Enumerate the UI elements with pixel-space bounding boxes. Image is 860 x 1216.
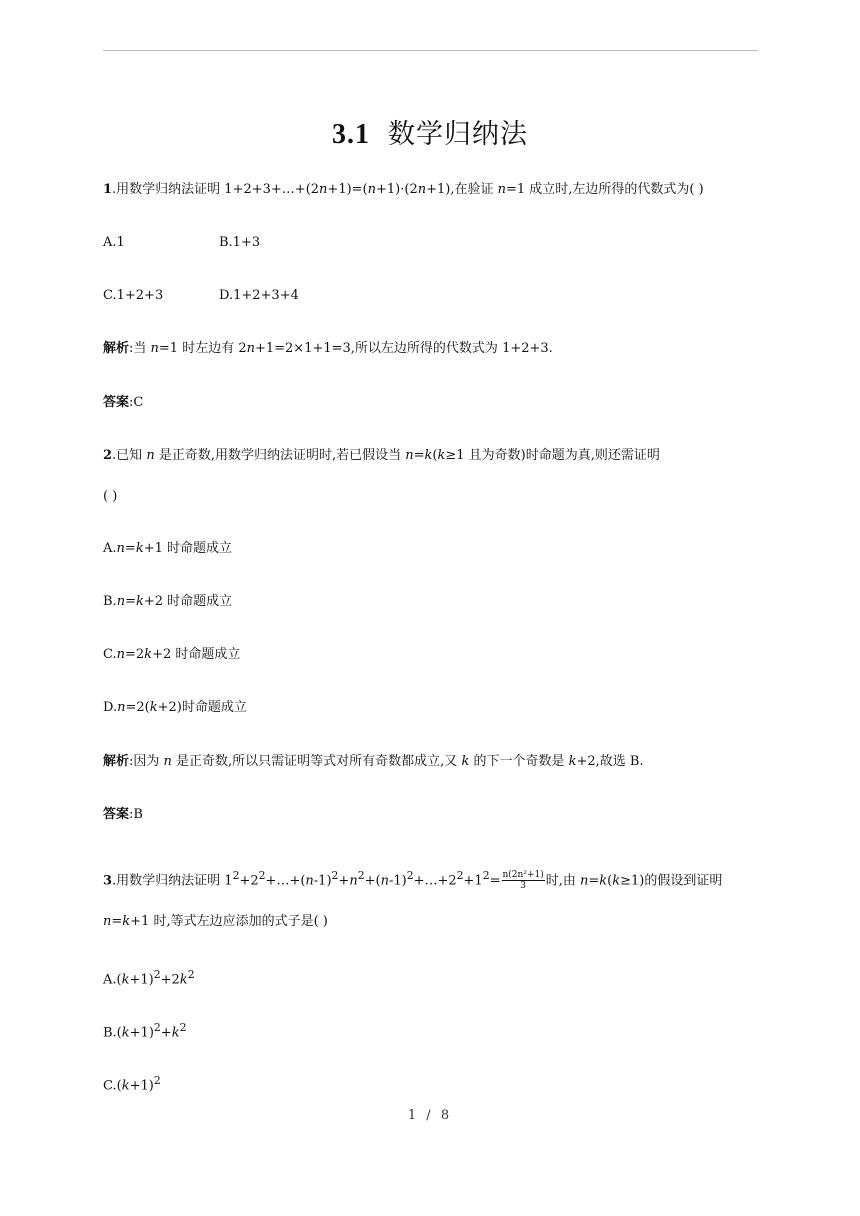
- q3-stem: 3.用数学归纳法证明 $1^2+2^2+\dots+(n-1)^2+n^2+(n-1)^2+\dots+2^2+1^2=$ $\frac{\text{n(2n²+1)}}{3}$ 时,由 n=k(k≥1)的假设到证明: [103, 869, 723, 892]
- q3-option-a: $A.(k+1)^2+2k^2$: [103, 968, 195, 988]
- header-rule: [103, 50, 758, 51]
- q3-option-b: $B.(k+1)^2+k^2$: [103, 1021, 187, 1041]
- q2-answer: 答案:B: [103, 807, 143, 822]
- q1-answer: 答案:C: [103, 395, 144, 410]
- section-number: 3.1: [332, 119, 370, 150]
- q1-stem: 1.用数学归纳法证明 1+2+3+…+(2n+1)=(n+1)·(2n+1),在验证 n=1 成立时,左边所得的代数式为( ): [103, 182, 704, 197]
- q2-explanation: 解析:因为 n 是正奇数,所以只需证明等式对所有奇数都成立,又 k 的下一个奇数是 k+2,故选 B.: [103, 754, 644, 769]
- q3-fraction: $\frac{\text{n(2n²+1)}}{3}$: [502, 870, 544, 892]
- q2-paren: ( ): [103, 489, 118, 504]
- q3-stem-line2: n=k+1 时,等式左边应添加的式子是( ): [103, 914, 328, 929]
- section-title: 数学归纳法: [388, 119, 528, 150]
- q2-option-c: C.n=2k+2 时命题成立: [103, 647, 241, 662]
- q1-option-d: D.1+2+3+4: [219, 288, 299, 303]
- q2-option-a: A.n=k+1 时命题成立: [103, 541, 232, 556]
- q2-option-b: B.n=k+2 时命题成立: [103, 594, 233, 609]
- q1-option-c: C.1+2+3: [103, 288, 164, 303]
- q3-option-c: $C.(k+1)^2$: [103, 1074, 161, 1094]
- q1-explanation: 解析:当 n=1 时左边有 2n+1=2×1+1=3,所以左边所得的代数式为 1+2+3.: [103, 341, 553, 356]
- page-title: [0, 112, 860, 151]
- q1-option-a: A.1: [103, 235, 125, 250]
- q1-option-b: B.1+3: [219, 235, 261, 250]
- q2-stem: 2.已知 n 是正奇数,用数学归纳法证明时,若已假设当 n=k(k≥1 且为奇数)时命题为真,则还需证明: [103, 448, 660, 463]
- page-number: 1 / 8: [407, 1108, 453, 1123]
- q2-option-d: D.n=2(k+2)时命题成立: [103, 700, 247, 715]
